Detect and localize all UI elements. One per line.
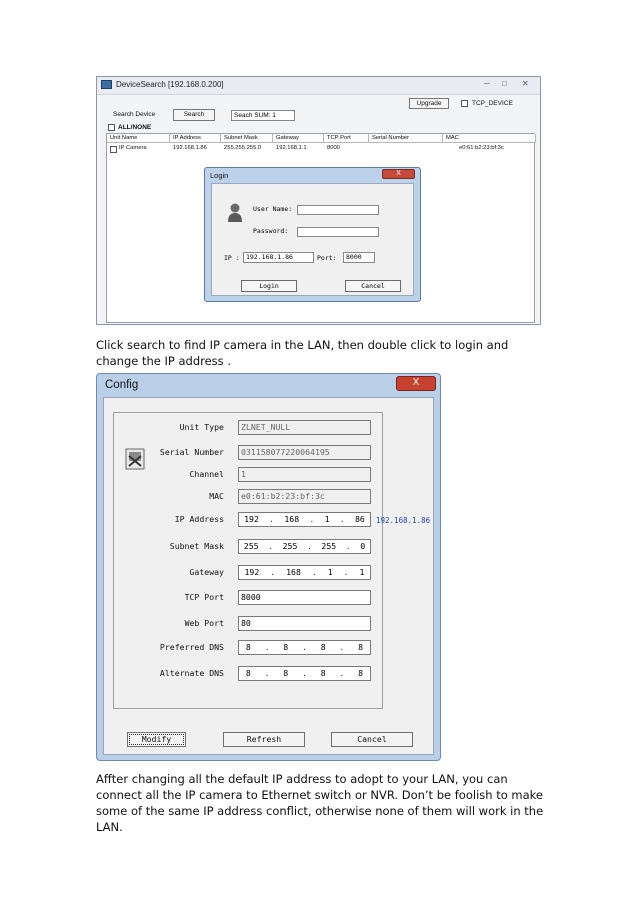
all-none-label: ALL/NONE — [118, 124, 152, 131]
mask-octet[interactable]: 255 — [282, 541, 298, 551]
gateway-input[interactable]: 192 . 168 . 1 . 1 — [238, 565, 371, 580]
cell-ip-address: 192.168.1.86 — [173, 145, 207, 151]
all-none-checkbox[interactable] — [108, 124, 115, 131]
dns-octet[interactable]: 8 — [358, 668, 364, 678]
cell-gateway: 192.168.1.1 — [276, 145, 307, 151]
col-serial-number[interactable]: Serial Number — [369, 134, 443, 143]
cancel-button[interactable]: Cancel — [345, 280, 401, 292]
ip-octet[interactable]: 168 — [284, 514, 300, 524]
dns-octet[interactable]: 8 — [320, 668, 326, 678]
mask-octet[interactable]: 255 — [243, 541, 259, 551]
cancel-button[interactable]: Cancel — [331, 732, 413, 747]
config-title: Config — [105, 379, 139, 391]
unit-type-label: Unit Type — [179, 422, 224, 432]
config-panel — [103, 397, 434, 755]
gateway-octet[interactable]: 1 — [327, 567, 333, 577]
col-subnet-mask[interactable]: Subnet Mask — [221, 134, 273, 143]
tcp-port-label: TCP Port — [184, 592, 224, 602]
dns-octet[interactable]: 8 — [358, 642, 364, 652]
tcp-device-label: TCP_DEVICE — [472, 100, 513, 107]
dns-octet[interactable]: 8 — [245, 642, 251, 652]
preferred-dns-label: Preferred DNS — [159, 642, 224, 652]
tcp-port-input[interactable]: 8000 — [238, 590, 371, 605]
web-port-input[interactable]: 80 — [238, 616, 371, 631]
table-row[interactable] — [107, 144, 534, 155]
login-title: Login — [210, 171, 229, 180]
modify-button[interactable]: Modify — [127, 732, 186, 747]
mask-octet[interactable]: 255 — [321, 541, 337, 551]
serial-number-field: 0311580772200641​95 — [238, 445, 371, 460]
ip-octet[interactable]: 86 — [354, 514, 365, 524]
gateway-label: Gateway — [189, 567, 224, 577]
close-icon[interactable]: X — [396, 376, 436, 391]
device-search-window — [96, 76, 541, 325]
alternate-dns-label: Alternate DNS — [159, 668, 224, 678]
dns-octet[interactable]: 8 — [283, 668, 289, 678]
password-label: Password: — [253, 227, 289, 235]
ip-octet[interactable]: 192 — [244, 514, 259, 524]
col-mac[interactable]: MAC — [443, 134, 536, 143]
unit-type-field: ZLNET_NULL — [238, 420, 371, 435]
mask-octet[interactable]: 0 — [360, 541, 366, 551]
app-icon — [101, 80, 112, 89]
col-gateway[interactable]: Gateway — [273, 134, 324, 143]
ip-address-label: IP Address — [174, 514, 224, 524]
ip-octet[interactable]: 1 — [324, 514, 330, 524]
dns-octet[interactable]: 8 — [283, 642, 289, 652]
dns-octet[interactable]: 8 — [320, 642, 326, 652]
mac-field: e0:61:b2:23:bf:3c — [238, 489, 371, 504]
login-dialog — [204, 167, 421, 302]
login-button[interactable]: Login — [241, 280, 297, 292]
maximize-icon[interactable]: □ — [502, 79, 507, 88]
caption-1: Click search to find IP camera in the LAN, then double click to login and change the IP address . — [96, 338, 509, 368]
subnet-mask-label: Subnet Mask — [169, 541, 224, 551]
ip-input[interactable]: 192.168.1.86 — [243, 252, 314, 263]
subnet-mask-input[interactable]: 255 . 255 . 255 . 0 — [238, 539, 371, 554]
col-unit-name[interactable]: Unit Name — [107, 134, 170, 143]
ip-address-input[interactable]: 192 . 168 . 1 . 86 — [238, 512, 371, 527]
mac-label: MAC — [209, 491, 224, 501]
serial-number-label: Serial Number — [159, 447, 224, 457]
settings-group — [113, 412, 431, 709]
upgrade-button[interactable]: Upgrade — [409, 98, 449, 109]
channel-field: 1 — [238, 467, 371, 482]
alternate-dns-input[interactable]: 8 . 8 . 8 . 8 — [238, 666, 371, 681]
minimize-icon[interactable]: ─ — [484, 79, 490, 88]
password-input[interactable] — [297, 227, 379, 237]
cell-mac: e0:61:b2:23:bf:3c — [459, 145, 504, 151]
config-dialog — [96, 373, 441, 761]
caption-2: Affter changing all the default IP address to adopt to your LAN, you can connect all the IP camera to Ethernet switch or NVR. Don’t be foolish to make some of the same IP address conflict, otherwise none of them will work in the LAN. — [96, 772, 544, 834]
web-port-label: Web Port — [184, 618, 224, 628]
user-icon — [228, 202, 242, 222]
gateway-octet[interactable]: 168 — [286, 567, 301, 577]
col-tcp-port[interactable]: TCP Port — [324, 134, 369, 143]
cell-serial-number — [369, 144, 372, 153]
preferred-dns-input[interactable]: 8 . 8 . 8 . 8 — [238, 640, 371, 655]
dns-octet[interactable]: 8 — [245, 668, 251, 678]
close-icon[interactable]: ✕ — [522, 79, 529, 88]
port-label: Port: — [317, 254, 337, 262]
login-panel — [211, 183, 414, 296]
ip-note: 192.168.1.86 — [376, 516, 431, 525]
cell-tcp-port: 8000 — [327, 145, 340, 151]
port-input[interactable]: 8000 — [343, 252, 375, 263]
col-ip-address[interactable]: IP Address — [170, 134, 221, 143]
gateway-octet[interactable]: 192 — [244, 567, 260, 577]
refresh-button[interactable]: Refresh — [223, 732, 305, 747]
cell-subnet-mask: 255.255.255.0 — [224, 145, 262, 151]
gateway-octet[interactable]: 1 — [359, 567, 365, 577]
window-title: DeviceSearch [192.168.0.200] — [116, 80, 224, 89]
search-button[interactable]: Search — [173, 109, 215, 121]
close-icon[interactable]: X — [382, 169, 415, 179]
user-name-input[interactable] — [297, 205, 379, 215]
user-name-label: User Name: — [253, 205, 293, 213]
tcp-device-checkbox[interactable] — [461, 100, 468, 107]
ip-label: IP : — [224, 254, 240, 262]
cell-unit-name: IP Camera — [119, 145, 147, 151]
search-device-label: Search Device — [113, 111, 156, 118]
title-bar — [97, 77, 540, 95]
search-sum-field: Seach SUM: 1 — [231, 110, 295, 121]
channel-label: Channel — [189, 469, 224, 479]
